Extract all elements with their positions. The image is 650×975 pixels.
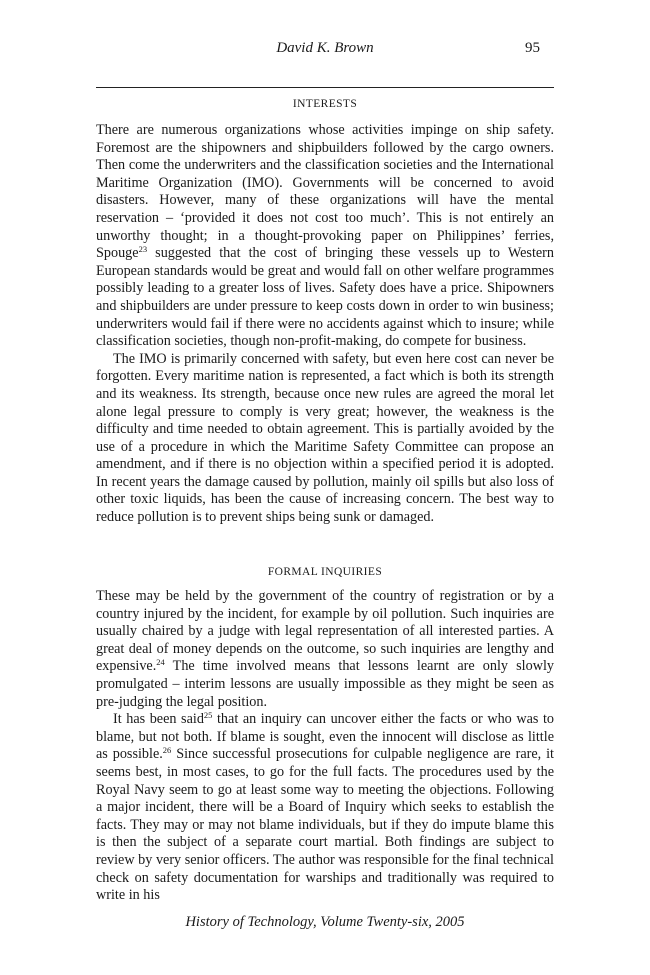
footnote-ref: 24: [156, 657, 165, 668]
footnote-ref: 26: [162, 745, 172, 756]
footnote-ref: 23: [138, 244, 148, 255]
paragraph: [96, 122, 554, 351]
paragraph: [96, 711, 554, 905]
text-run: suggested that the cost of bringing these vessels up to Western European standards would be great and would fall on other welfare programmes possibly leading to a greater loss of lives. Safety does have a price. Shipowners and shipbuilders are under pressure to keep costs down in order to win business; underwriters would fail if there were no accidents against which to insure; while classification societies, though non-profit-making, do compete for business.: [96, 245, 554, 350]
text-run: There are numerous organizations whose activities impinge on ship safety. Foremost are the shipowners and shipbuilders followed by the cargo owners. Then come the underwriters and the classification societies and the International Maritime Organization (IMO). Governments will be concerned to avoid disasters. However, many of these organizations will have the mental reservation – ‘provided it does not cost too much’. This is not entirely an unworthy thought; in a thought-provoking paper on Philippines’ ferries, Spouge: [96, 122, 554, 262]
header-rule: [96, 87, 554, 88]
text-run: that an inquiry can uncover either the facts or who was to blame, but not both. If blame is sought, even the innocent will disclose as little as possible.: [96, 711, 555, 763]
section-body-formal-inquiries: [96, 588, 554, 905]
page-number: 95: [525, 40, 540, 56]
running-head-author: David K. Brown: [276, 40, 374, 56]
text-run: Since successful prosecutions for culpable negligence are rare, it seems best, in most cases, to go for the full facts. The procedures used by the Royal Navy seem to go at least some way to meeting the objections. Following a major incident, there will be a Board of Inquiry which seeks to establish the facts. They may or may not blame individuals, but if they do impute blame this is then the subject of a separate court martial. Both findings are subject to review by very senior officers. The author was responsible for the final technical check on safety documentation for warships and traditionally was required to write in his: [96, 746, 554, 904]
section-heading-formal-inquiries: FORMAL INQUIRIES: [267, 566, 383, 578]
footnote-ref: 25: [203, 710, 213, 721]
text-run: The time involved means that lessons learnt are only slowly promulgated – interim lessons are usually impossible as they might be seen as pre-judging the legal position.: [96, 658, 554, 710]
section-heading-interests: INTERESTS: [292, 98, 358, 110]
text-run: The IMO is primarily concerned with safety, but even here cost can never be forgotten. Every maritime nation is represented, a fact which is both its strength and its weakness. Its strength, because once new rules are agreed the moral let alone legal pressure to comply is very great; however, the weakness is the difficulty and time needed to obtain agreement. This is partially avoided by the use of a procedure in which the Maritime Safety Committee can propose an amendment, and if there is no objection within a specified period it is adopted. In recent years the damage caused by pollution, mainly oil spills but also loss of other toxic liquids, has been the cause of increasing concern. The best way to reduce pollution is to prevent ships being sunk or damaged.: [96, 350, 554, 526]
section-body-interests: [96, 122, 554, 527]
paragraph: [96, 351, 554, 527]
journal-footer: History of Technology, Volume Twenty-six, 2005: [185, 914, 465, 930]
text-run: It has been said: [113, 711, 204, 728]
paragraph: [96, 588, 554, 711]
running-header: [96, 40, 554, 62]
text-run: These may be held by the government of the country of registration or by a country injured by the incident, for example by oil pollution. Such inquiries are usually chaired by a judge with legal representation of all interested parties. A great deal of money depends on the outcome, so such inquiries are lengthy and expensive.: [96, 588, 554, 675]
